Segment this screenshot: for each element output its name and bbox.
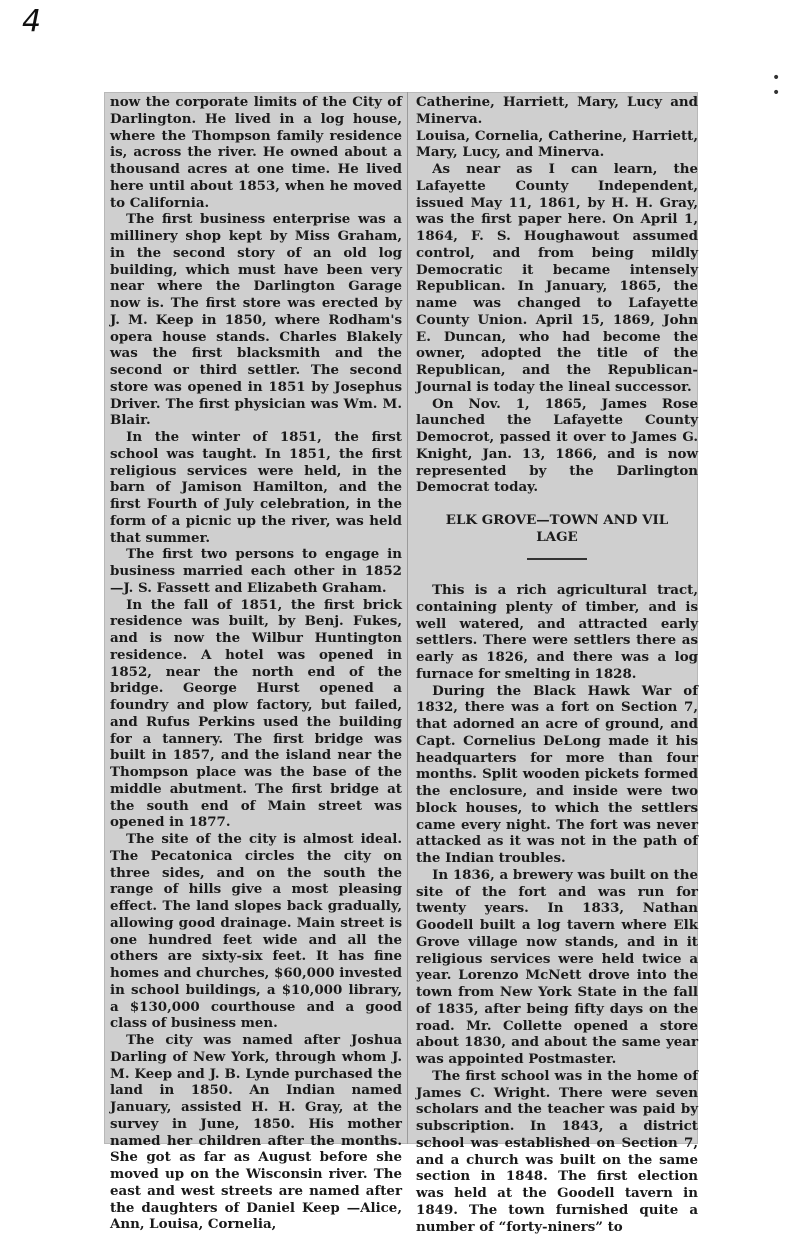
section-heading-line: LAGE bbox=[536, 529, 578, 545]
paragraph: In the fall of 1851, the first brick residence was built, by Benj. Fukes, and is now the Wilbur Huntington residence. A hotel was opened in 1852, near the north end of the bridge. George Hurst opened a foundry and plow factory, but failed, and Rufus Perkins used the building for a tannery. The first bridge was built in 1857, and the island near the Thompson place was the base of the middle abutment. The first bridge at the south end of Main street was opened in 1877. bbox=[110, 596, 402, 831]
page-number: 4 bbox=[22, 4, 42, 39]
paragraph: In 1836, a brewery was built on the site of the fort and was run for twenty years. In 1833, Nathan Goodell built a log tavern where Elk Grove village now stands, and in it religious services were held twice a year. Lorenzo McNett drove into the town from New York State in the fall of 1835, after being fifty days on the road. Mr. Collette opened a store about 1830, and about the same year was appointed Postmaster. bbox=[416, 866, 698, 1067]
paragraph: Louisa, Cornelia, Catherine, Harriett, Mary, Lucy, and Minerva. bbox=[416, 127, 698, 161]
paragraph: On Nov. 1, 1865, James Rose launched the Lafayette County Democrot, passed it over to James G. Knight, Jan. 13, 1866, and is now represented by the Darlington Democrat today. bbox=[416, 395, 698, 496]
paragraph: The site of the city is almost ideal. The Pecatonica circles the city on three sides, and on the south the range of hills give a most pleasing effect. The land slopes back gradually, allowing good drainage. Main street is one hundred feet wide and all the others are sixty-six feet. It has fine homes and churches, $60,000 invested in school buildings, a $10,000 library, a $130,000 courthouse and a good class of business men. bbox=[110, 831, 402, 1032]
margin-mark: • bbox=[772, 85, 781, 101]
paragraph: The first two persons to engage in business married each other in 1852 —J. S. Fassett and Elizabeth Graham. bbox=[110, 546, 402, 596]
paragraph: The city was named after Joshua Darling of New York, through whom J. M. Keep and J. B. Lynde purchased the land in 1850. An Indian named January, assisted H. H. Gray, at the survey in June, 1850. His mother named her children after the months. She got as far as August before she moved up on the Wisconsin river. The east and west streets are named after the daughters of Daniel Keep —Alice, Ann, Louisa, Cornelia, bbox=[110, 1032, 402, 1233]
section-heading bbox=[416, 512, 698, 546]
section-heading-line: ELK GROVE—TOWN AND VIL bbox=[445, 512, 669, 528]
paragraph: This is a rich agricultural tract, containing plenty of timber, and is well watered, and attracted early settlers. There were settlers there as early as 1826, and there was a log furnace for smelting in 1828. bbox=[416, 582, 698, 682]
margin-mark: • bbox=[772, 70, 781, 86]
paragraph: In the winter of 1851, the first school was taught. In 1851, the first religious services were held, in the barn of Jamison Hamilton, and the first Fourth of July celebration, in the form of a picnic up the river, was held that summer. bbox=[110, 429, 402, 546]
paragraph: Catherine, Harriett, Mary, Lucy and Minerva. bbox=[416, 94, 698, 127]
paragraph: The first business enterprise was a millinery shop kept by Miss Graham, in the second story of an old log building, which must have been very near where the Darlington Garage now is. The first store was erected by J. M. Keep in 1850, where Rodham's opera house stands. Charles Blakely was the first blacksmith and the second or third settler. The second store was opened in 1851 by Josephus Driver. The first physician was Wm. M. Blair. bbox=[110, 211, 402, 429]
paragraph: During the Black Hawk War of 1832, there was a fort on Section 7, that adorned an acre of ground, and Capt. Cornelius DeLong made it his headquarters for more than four months. Split wooden pickets formed the enclosure, and inside were two block houses, to which the settlers came every night. The fort was never attacked as it was not in the path of the Indian troubles. bbox=[416, 682, 698, 866]
right-column bbox=[416, 94, 698, 1235]
heading-rule bbox=[527, 558, 587, 560]
paragraph: As near as I can learn, the Lafayette County Independent, issued May 11, 1861, by H. H. Gray, was the first paper here. On April 1, 1864, F. S. Houghawout assumed control, and from being mildly Democratic it became intensely Republican. In January, 1865, the name was changed to Lafayette County Union. April 15, 1869, John E. Duncan, who had become the owner, adopted the title of the Republican, and the Republican-Journal is today the lineal successor. bbox=[416, 161, 698, 395]
newspaper-clipping bbox=[104, 92, 698, 1235]
column-divider bbox=[407, 92, 408, 1144]
paragraph: The first school was in the home of James C. Wright. There were seven scholars and the teacher was paid by subscription. In 1843, a district school was established on Section 7, and a church was built on the same section in 1848. The first election was held at the Goodell tavern in 1849. The town furnished quite a number of “forty-niners” to bbox=[416, 1067, 698, 1235]
paragraph: now the corporate limits of the City of Darlington. He lived in a log house, where the Thompson family residence is, across the river. He owned about a thousand acres at one time. He lived here until about 1853, when he moved to California. bbox=[110, 94, 402, 211]
left-column bbox=[110, 94, 402, 1233]
